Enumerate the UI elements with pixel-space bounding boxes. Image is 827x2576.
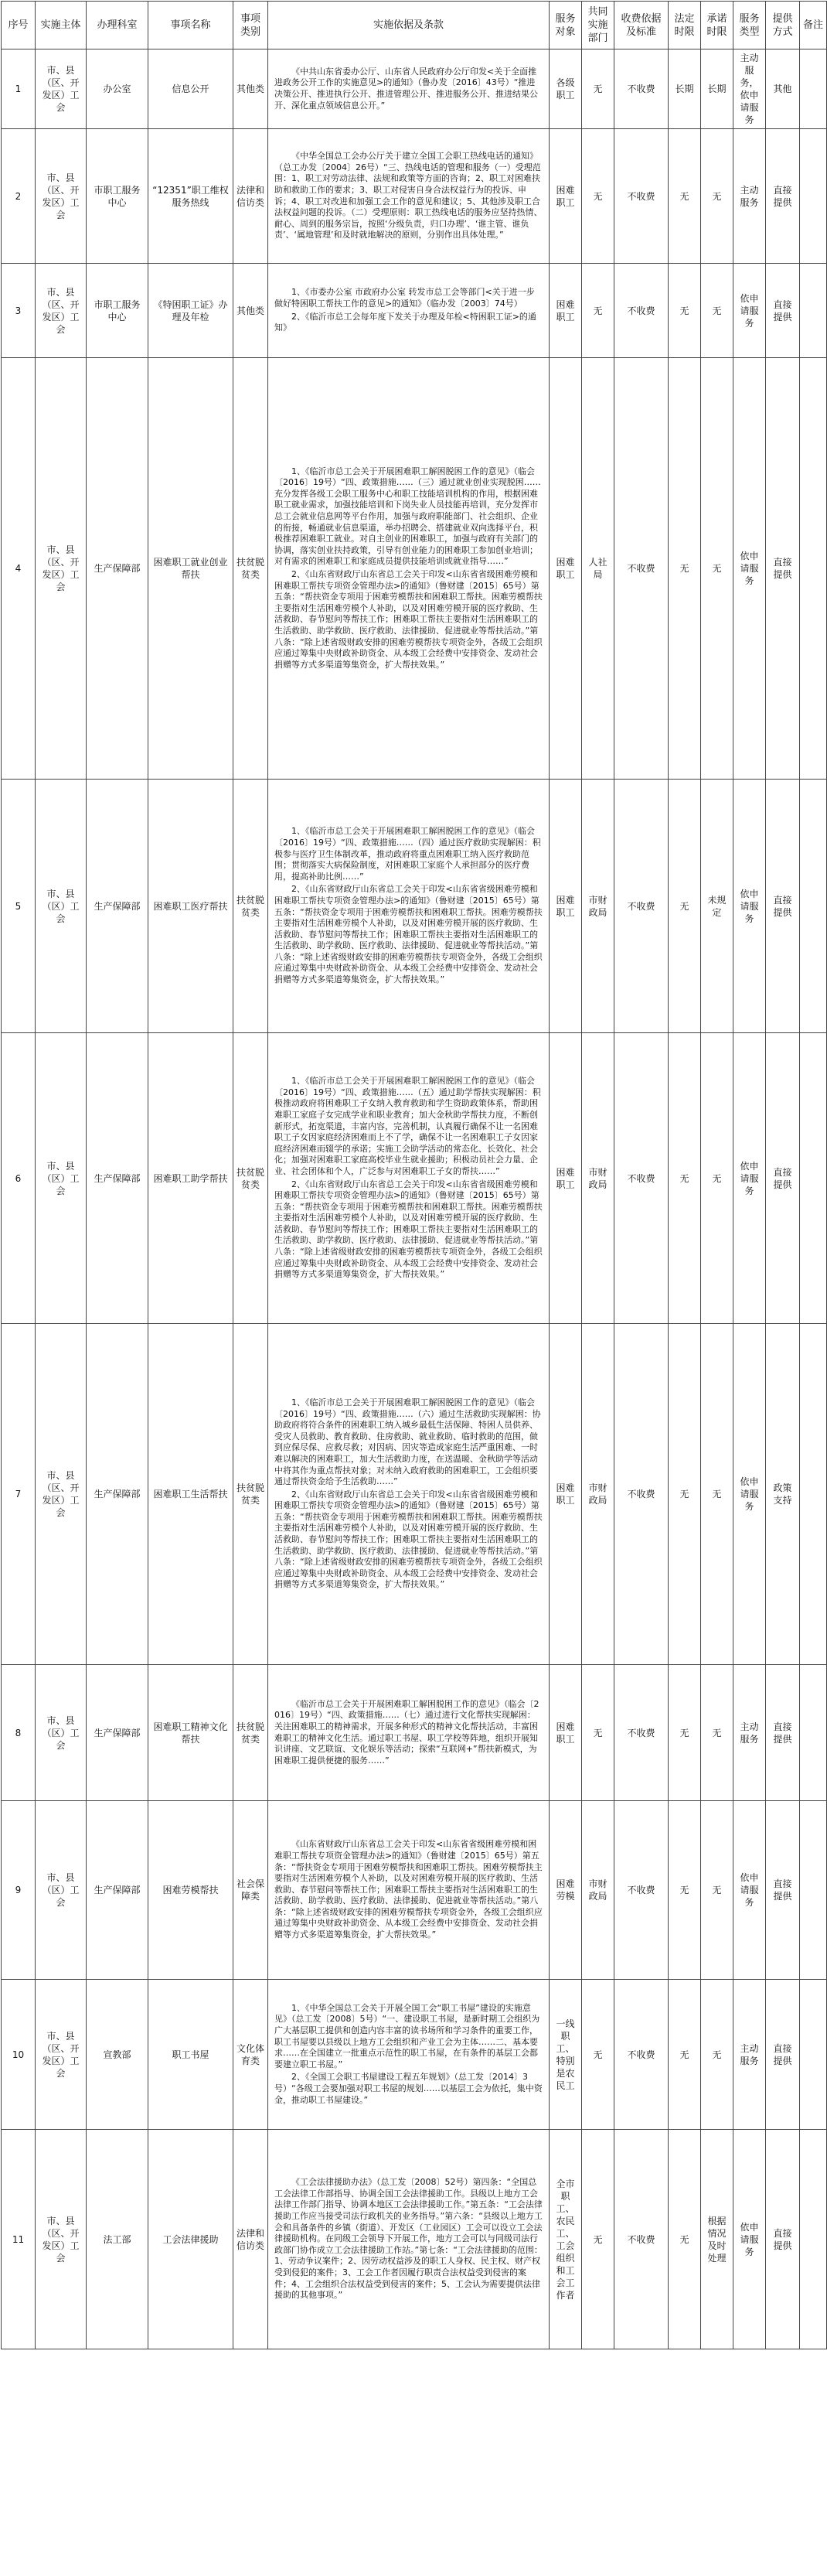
cell-target: 困难职工 [550, 1665, 582, 1801]
cell-limit: 无 [669, 780, 701, 1033]
table-row [2, 780, 827, 1033]
cell-type: 主动服务 [733, 129, 766, 264]
cell-joint: 无 [582, 1980, 614, 2130]
cell-limit: 无 [669, 1033, 701, 1324]
cell-method: 直接提供 [766, 1033, 800, 1324]
cell-seq: 4 [2, 358, 36, 780]
cell-name: 困难职工助学帮扶 [148, 1033, 233, 1324]
cell-name: 《特困职工证》办理及年检 [148, 264, 233, 358]
cell-method: 直接提供 [766, 1980, 800, 2130]
col-header-joint: 共同实施部门 [582, 2, 614, 49]
cell-promise: 无 [701, 264, 733, 358]
cell-office: 生产保障部 [87, 780, 148, 1033]
cell-office: 生产保障部 [87, 1665, 148, 1801]
table-row [2, 1801, 827, 1980]
cell-subject: 市、县（区、开发区）工会 [36, 129, 87, 264]
cell-joint: 无 [582, 129, 614, 264]
cell-promise: 无 [701, 1033, 733, 1324]
cell-method: 直接提供 [766, 264, 800, 358]
cell-promise: 无 [701, 358, 733, 780]
cell-category: 其他类 [233, 49, 268, 129]
basis-paragraph: 2、《山东省财政厅山东省总工会关于印发<山东省省级困难劳模和困难职工帮扶专项资金管理办法>的通知》（鲁财建〔2015〕65号）第五条：“帮扶资金专项用于困难劳模帮扶和困难职工帮扶。困难劳模帮扶主要指对生活困难劳模个人补助，以及对困难劳模开展的医疗救助、生活救助、春节慰问等帮扶工作；困难职工帮扶主要指对生活困难职工的生活救助、助学救助、医疗救助、法律援助、促进就业等帮扶活动。”第八条：“除上述省级财政安排的困难劳模帮扶专项资金外，各级工会组织应通过筹集中央财政补助资金、从本级工会经费中安排资金、发动社会捐赠等方式多渠道筹集资金，扩大帮扶效果。” [274, 569, 543, 670]
col-header-seq: 序号 [2, 2, 36, 49]
cell-subject: 市、县（区）工会 [36, 1801, 87, 1980]
cell-category: 扶贫脱贫类 [233, 358, 268, 780]
cell-category: 其他类 [233, 264, 268, 358]
basis-paragraph: 1、《临沂市总工会关于开展困难职工解困脱困工作的意见》（临会〔2016〕19号）“四、政策措施……（四）通过医疗救助实现解困：积极参与医疗卫生体制改革，推动政府将重点困难职工纳入医疗救助范围；贯彻落实大病保险制度，对困难职工家庭个人承担部分的医疗费用，提高补助比例……” [274, 826, 541, 882]
cell-subject: 市、县（区）工会 [36, 1665, 87, 1801]
col-header-name: 事项名称 [148, 2, 233, 49]
cell-office: 市职工服务中心 [87, 264, 148, 358]
table-row [2, 264, 827, 358]
cell-fee: 不收费 [614, 1980, 669, 2130]
cell-category: 扶贫脱贫类 [233, 1033, 268, 1324]
cell-seq: 11 [2, 2130, 36, 2349]
cell-office: 生产保障部 [87, 358, 148, 780]
col-header-subject: 实施主体 [36, 2, 87, 49]
col-header-type: 服务类型 [733, 2, 766, 49]
col-header-office: 办理科室 [87, 2, 148, 49]
cell-promise: 无 [701, 1665, 733, 1801]
cell-basis [268, 1980, 550, 2130]
cell-note [800, 1324, 827, 1665]
cell-subject: 市、县（区、开发区）工会 [36, 358, 87, 780]
cell-name: 困难职工精神文化帮扶 [148, 1665, 233, 1801]
cell-limit: 无 [669, 1980, 701, 2130]
col-header-promise: 承诺时限 [701, 2, 733, 49]
basis-paragraph: 1、《中华全国总工会关于开展全国工会“职工书屋”建设的实施意见》（总工发〔2008〕5号）“一、建设职工书屋，是新时期工会组织为广大基层职工提供和创造内容丰富的读书场所和学习条件的重要工作，职工书屋要以县级以上地方工会组织和产业工会为主体……二、基本要求……在全国建立一批重点示范性的职工书屋，在有条件的基层工会都要建立职工书屋。” [274, 2002, 540, 2069]
table-row [2, 358, 827, 780]
cell-note [800, 1801, 827, 1980]
col-header-method: 提供方式 [766, 2, 800, 49]
col-header-limit: 法定时限 [669, 2, 701, 49]
cell-category: 法律和信访类 [233, 2130, 268, 2349]
cell-seq: 9 [2, 1801, 36, 1980]
table-row [2, 129, 827, 264]
cell-category: 社会保障类 [233, 1801, 268, 1980]
cell-target: 一线职工、特别是农民工 [550, 1980, 582, 2130]
cell-note [800, 1033, 827, 1324]
cell-note [800, 49, 827, 129]
cell-seq: 7 [2, 1324, 36, 1665]
cell-basis [268, 1665, 550, 1801]
basis-paragraph: 《工会法律援助办法》（总工发〔2008〕52号）第四条：“全国总工会法律工作部指导、协调全国工会法律援助工作。县级以上地方工会法律工作部门指导、协调本地区工会法律援助工作。”第五条：“工会法律援助工作应当接受司法行政机关的业务指导。”第六条：“县级以上地方工会和具备条件的乡镇（街道）、开发区（工业园区）工会可以设立工会法律援助机构。在同级工会领导下开展工作，地方工会可以与同级司法行政部门协作成立工会法律援助工作站。”第七条：“工会法律援助的范围：1、劳动争议案件；2、因劳动权益涉及的职工人身权、民主权、财产权受到侵犯的案件；3、工会工作者因履行职责合法权益受到侵害的案件；4、工会组织合法权益受到侵害的案件；5、工会认为需要提供法律援助的其他事项。” [274, 2177, 543, 2301]
basis-paragraph: 2、《全国工会职工书屋建设工程五年规划》（总工发〔2014〕3号）“各级工会要加强对职工书屋的规划……以基层工会为依托，集中资金，推动职工书屋建设。” [274, 2072, 543, 2105]
cell-name: 困难劳模帮扶 [148, 1801, 233, 1980]
cell-subject: 市、县（区、开发区）工会 [36, 264, 87, 358]
cell-category: 扶贫脱贫类 [233, 1665, 268, 1801]
table-row [2, 1033, 827, 1324]
basis-paragraph: 2、《山东省财政厅山东省总工会关于印发<山东省省级困难劳模和困难职工帮扶专项资金管理办法>的通知》（鲁财建〔2015〕65号）第五条：“帮扶资金专项用于困难劳模帮扶和困难职工帮扶。困难劳模帮扶主要指对生活困难劳模个人补助，以及对困难劳模开展的医疗救助、生活救助、春节慰问等帮扶工作；困难职工帮扶主要指对生活困难职工的生活救助、助学救助、医疗救助、法律援助、促进就业等帮扶活动。”第八条：“除上述省级财政安排的困难劳模帮扶专项资金外，各级工会组织应通过筹集中央财政补助资金、从本级工会经费中安排资金、发动社会捐赠等方式多渠道筹集资金，扩大帮扶效果。” [274, 1179, 543, 1280]
cell-method: 政策支持 [766, 1324, 800, 1665]
cell-limit: 无 [669, 1665, 701, 1801]
cell-limit: 无 [669, 358, 701, 780]
cell-basis [268, 49, 550, 129]
basis-paragraph: 2、《山东省财政厅山东省总工会关于印发<山东省省级困难劳模和困难职工帮扶专项资金管理办法>的通知》（鲁财建〔2015〕65号）第五条：“帮扶资金专项用于困难劳模帮扶和困难职工帮扶。困难劳模帮扶主要指对生活困难劳模个人补助，以及对困难劳模开展的医疗救助、生活救助、春节慰问等帮扶工作；困难职工帮扶主要指对生活困难职工的生活救助、助学救助、医疗救助、法律援助、促进就业等帮扶活动。”第八条：“除上述省级财政安排的困难劳模帮扶专项资金外，各级工会组织应通过筹集中央财政补助资金、从本级工会经费中安排资金、发动社会捐赠等方式多渠道筹集资金，扩大帮扶效果。” [274, 884, 543, 985]
cell-target: 各级职工 [550, 49, 582, 129]
basis-paragraph: 1、《临沂市总工会关于开展困难职工解困脱困工作的意见》（临会〔2016〕19号）“四、政策措施……（六）通过生活救助实现解困：协助政府将符合条件的困难职工纳入城乡最低生活保障、特困人员供养、受灾人员救助、教育救助、住房救助、就业救助、临时救助的范围，做到应保尽保、应救尽救；对因病、因灾等造成家庭生活严重困难、一时难以解决的困难职工，加大生活救助力度，在送温暖、金秋助学等活动中将其作为重点帮扶对象；对未纳入政府救助的困难职工，工会组织要通过帮扶资金给予生活救助……” [274, 1397, 541, 1487]
table-row [2, 2130, 827, 2349]
cell-note [800, 129, 827, 264]
cell-type: 依申请服务 [733, 2130, 766, 2349]
cell-type: 主动服务 [733, 1980, 766, 2130]
cell-category: 扶贫脱贫类 [233, 1324, 268, 1665]
col-header-fee: 收费依据及标准 [614, 2, 669, 49]
cell-method: 其他 [766, 49, 800, 129]
cell-type: 依申请服务 [733, 1801, 766, 1980]
basis-paragraph: 2、《山东省财政厅山东省总工会关于印发<山东省省级困难劳模和困难职工帮扶专项资金管理办法>的通知》（鲁财建〔2015〕65号）第五条：“帮扶资金专项用于困难劳模帮扶和困难职工帮扶。困难劳模帮扶主要指对生活困难劳模个人补助，以及对困难劳模开展的医疗救助、生活救助、春节慰问等帮扶工作；困难职工帮扶主要指对生活困难职工的生活救助、助学救助、医疗救助、法律援助、促进就业等帮扶活动。”第八条：“除上述省级财政安排的困难劳模帮扶专项资金外，各级工会组织应通过筹集中央财政补助资金、从本级工会经费中安排资金、发动社会捐赠等方式多渠道筹集资金，扩大帮扶效果。” [274, 1489, 543, 1590]
cell-seq: 10 [2, 1980, 36, 2130]
cell-promise: 无 [701, 1980, 733, 2130]
cell-fee: 不收费 [614, 1033, 669, 1324]
table-row [2, 1324, 827, 1665]
cell-basis [268, 1801, 550, 1980]
basis-paragraph: 2、《临沂市总工会每年度下发关于办理及年检<特困职工证>的通知》 [274, 311, 536, 333]
cell-type: 依申请服务 [733, 264, 766, 358]
cell-method: 直接提供 [766, 780, 800, 1033]
cell-basis [268, 358, 550, 780]
col-header-category: 事项类别 [233, 2, 268, 49]
cell-basis [268, 2130, 550, 2349]
cell-fee: 不收费 [614, 264, 669, 358]
cell-target: 困难职工 [550, 264, 582, 358]
cell-category: 文化体育类 [233, 1980, 268, 2130]
col-header-note: 备注 [800, 2, 827, 49]
cell-office: 生产保障部 [87, 1324, 148, 1665]
cell-subject: 市、县（区）工会 [36, 780, 87, 1033]
cell-office: 市职工服务中心 [87, 129, 148, 264]
cell-limit: 无 [669, 129, 701, 264]
col-header-basis: 实施依据及条款 [268, 2, 550, 49]
cell-seq: 8 [2, 1665, 36, 1801]
basis-paragraph: 《山东省财政厅山东省总工会关于印发<山东省省级困难劳模和困难职工帮扶专项资金管理办法>的通知》（鲁财建〔2015〕65号）第五条：“帮扶资金专项用于困难劳模帮扶和困难职工帮扶。困难劳模帮扶主要指对生活困难劳模个人补助，以及对困难劳模开展的医疗救助、生活救助、春节慰问等帮扶工作；困难职工帮扶主要指对生活困难职工的生活救助、助学救助、医疗救助、法律援助、促进就业等帮扶活动。”第八条：“除上述省级财政安排的困难劳模帮扶专项资金外，各级工会组织应通过筹集中央财政补助资金、从本级工会经费中安排资金、发动社会捐赠等方式多渠道筹集资金，扩大帮扶效果。” [274, 1839, 543, 1940]
cell-name: 职工书屋 [148, 1980, 233, 2130]
basis-paragraph: 《中共山东省委办公厅、山东省人民政府办公厅印发<关于全面推进政务公开工作的实施意见>的通知》（鲁办发〔2016〕43号）“推进决策公开、推进执行公开、推进管理公开、推进服务公开、推进结果公开、深化重点领域信息公开。” [274, 66, 538, 111]
cell-limit: 长期 [669, 49, 701, 129]
cell-basis [268, 129, 550, 264]
cell-method: 直接提供 [766, 1801, 800, 1980]
cell-limit: 无 [669, 1324, 701, 1665]
cell-joint: 市财政局 [582, 1324, 614, 1665]
cell-basis [268, 1324, 550, 1665]
cell-method: 直接提供 [766, 2130, 800, 2349]
cell-method: 直接提供 [766, 129, 800, 264]
cell-office: 宣教部 [87, 1980, 148, 2130]
cell-joint: 市财政局 [582, 1033, 614, 1324]
table-row [2, 1665, 827, 1801]
cell-office: 生产保障部 [87, 1033, 148, 1324]
cell-type: 依申请服务 [733, 1033, 766, 1324]
cell-joint: 市财政局 [582, 1801, 614, 1980]
cell-method: 直接提供 [766, 358, 800, 780]
cell-subject: 市、县（区、开发区）工会 [36, 1324, 87, 1665]
cell-fee: 不收费 [614, 1801, 669, 1980]
basis-paragraph: 1、《市委办公室 市政府办公室 转发市总工会等部门<关于进一步做好特困职工帮扶工作的意见>的通知》（临办发〔2003〕74号） [274, 287, 535, 309]
cell-seq: 3 [2, 264, 36, 358]
cell-office: 法工部 [87, 2130, 148, 2349]
cell-type: 主动服务 [733, 1665, 766, 1801]
service-items-table [1, 1, 827, 2349]
cell-subject: 市、县（区、开发区）工会 [36, 49, 87, 129]
cell-joint: 市财政局 [582, 780, 614, 1033]
cell-name: 困难职工医疗帮扶 [148, 780, 233, 1033]
cell-fee: 不收费 [614, 358, 669, 780]
cell-basis [268, 264, 550, 358]
cell-method: 直接提供 [766, 1665, 800, 1801]
cell-type: 依申请服务 [733, 780, 766, 1033]
cell-seq: 6 [2, 1033, 36, 1324]
cell-fee: 不收费 [614, 2130, 669, 2349]
cell-promise: 未规定 [701, 780, 733, 1033]
cell-fee: 不收费 [614, 129, 669, 264]
cell-promise: 无 [701, 1324, 733, 1665]
cell-note [800, 1665, 827, 1801]
cell-note [800, 358, 827, 780]
cell-name: 信息公开 [148, 49, 233, 129]
cell-name: 困难职工生活帮扶 [148, 1324, 233, 1665]
cell-subject: 市、县（区）工会 [36, 1033, 87, 1324]
cell-name: “12351”职工维权服务热线 [148, 129, 233, 264]
cell-type: 依申请服务 [733, 358, 766, 780]
cell-note [800, 2130, 827, 2349]
cell-category: 扶贫脱贫类 [233, 780, 268, 1033]
cell-joint: 无 [582, 49, 614, 129]
cell-limit: 无 [669, 264, 701, 358]
cell-basis [268, 1033, 550, 1324]
cell-seq: 2 [2, 129, 36, 264]
cell-joint: 无 [582, 1665, 614, 1801]
basis-paragraph: 1、《临沂市总工会关于开展困难职工解困脱困工作的意见》（临会〔2016〕19号）“四、政策措施……（五）通过助学帮扶实现解困：积极推动政府将困难职工子女纳入教育救助和学生资助政策体系，帮助困难职工家庭子女完成学业和职业教育；加大金秋助学帮扶力度，不断创新形式，拓宽渠道，丰富内容，完善机制，认真履行确保不让一名困难职工子女因家庭经济困难而上不了学，确保不让一名困难职工子女因家庭经济困难而辍学的承诺；实施工会助学活动的常态化、长效化、社会化；加强对困难职工家庭高校毕业生就业援助；积极动员社会力量、企业、社会团体和个人，广泛参与对困难职工子女的帮扶……” [274, 1076, 541, 1176]
cell-basis [268, 780, 550, 1033]
cell-note [800, 780, 827, 1033]
cell-subject: 市、县（区、开发区）工会 [36, 2130, 87, 2349]
cell-category: 法律和信访类 [233, 129, 268, 264]
cell-seq: 5 [2, 780, 36, 1033]
cell-office: 生产保障部 [87, 1801, 148, 1980]
cell-target: 困难职工 [550, 1324, 582, 1665]
cell-promise: 根据情况及时处理 [701, 2130, 733, 2349]
cell-type: 主动服务，依申请服务 [733, 49, 766, 129]
cell-promise: 无 [701, 129, 733, 264]
cell-office: 办公室 [87, 49, 148, 129]
cell-fee: 不收费 [614, 49, 669, 129]
cell-joint: 人社局 [582, 358, 614, 780]
cell-promise: 无 [701, 1801, 733, 1980]
col-header-target: 服务对象 [550, 2, 582, 49]
basis-paragraph: 《临沂市总工会关于开展困难职工解困脱困工作的意见》（临会〔2016〕19号）“四、政策措施……（七）通过进行文化帮扶实现解困：关注困难职工的精神需求，开展多种形式的精神文化帮扶活动，丰富困难职工的精神文化生活。通过职工书屋、职工学校等阵地，组织开展知识讲座、文艺联谊、文化娱乐等活动；探索“互联网+”帮扶新模式，为困难职工提供便捷的服务……” [274, 1698, 539, 1766]
cell-joint: 无 [582, 264, 614, 358]
cell-limit: 无 [669, 1801, 701, 1980]
cell-subject: 市、县（区、开发区）工会 [36, 1980, 87, 2130]
cell-promise: 长期 [701, 49, 733, 129]
cell-joint: 无 [582, 2130, 614, 2349]
table-row [2, 49, 827, 129]
cell-name: 工会法律援助 [148, 2130, 233, 2349]
cell-target: 困难劳模 [550, 1801, 582, 1980]
cell-target: 困难职工 [550, 358, 582, 780]
cell-seq: 1 [2, 49, 36, 129]
cell-fee: 不收费 [614, 780, 669, 1033]
basis-paragraph: 1、《临沂市总工会关于开展困难职工解困脱困工作的意见》（临会〔2016〕19号）“四、政策措施……（三）通过就业创业实现脱困……充分发挥各级工会职工服务中心和职工技能培训机构的作用，根据困难职工就业需求，加强技能培训和下岗失业人员技能再培训，充分发挥市总工会就业信息网等平台作用，加强与政府职能部门、社会组织、企业的衔接，畅通就业信息渠道，举办招聘会、搭建就业双向选择平台，积极推荐困难职工就业。对自主创业的困难职工，加强与政府有关部门的协调，落实创业扶持政策，引导有创业能力的困难职工参加创业培训；对有需求的困难职工和家庭成员提供技能培训或就业指导……” [274, 466, 541, 567]
header-row [2, 2, 827, 49]
cell-limit: 无 [669, 2130, 701, 2349]
cell-name: 困难职工就业创业帮扶 [148, 358, 233, 780]
cell-target: 困难职工 [550, 129, 582, 264]
cell-target: 困难职工 [550, 780, 582, 1033]
cell-note [800, 1980, 827, 2130]
cell-target: 全市职工、农民工、工会组织和工会工作者 [550, 2130, 582, 2349]
basis-paragraph: 《中华全国总工会办公厅关于建立全国工会职工热线电话的通知》（总工办发〔2004〕26号）“三、热线电话的管理和服务（一）受理范围：1、职工对劳动法律、法规和政策等方面的咨询；2、职工对困难扶助和救助工作的要求；3、职工对侵害自身合法权益行为的投诉、申诉；4、职工对改进和加强工会工作的意见和建议；5、其他涉及职工合法权益问题的投诉。（二）受理原则：职工热线电话的服务应坚持热情、耐心、周到的服务宗旨，按照‘分级负责，归口办理’、‘谁主管、谁负责’、‘属地管理’和及时就地解决的原则，分别作出具体处理。” [274, 151, 543, 241]
cell-note [800, 264, 827, 358]
table-row [2, 1980, 827, 2130]
cell-target: 困难职工 [550, 1033, 582, 1324]
cell-type: 依申请服务 [733, 1324, 766, 1665]
cell-fee: 不收费 [614, 1324, 669, 1665]
cell-fee: 不收费 [614, 1665, 669, 1801]
